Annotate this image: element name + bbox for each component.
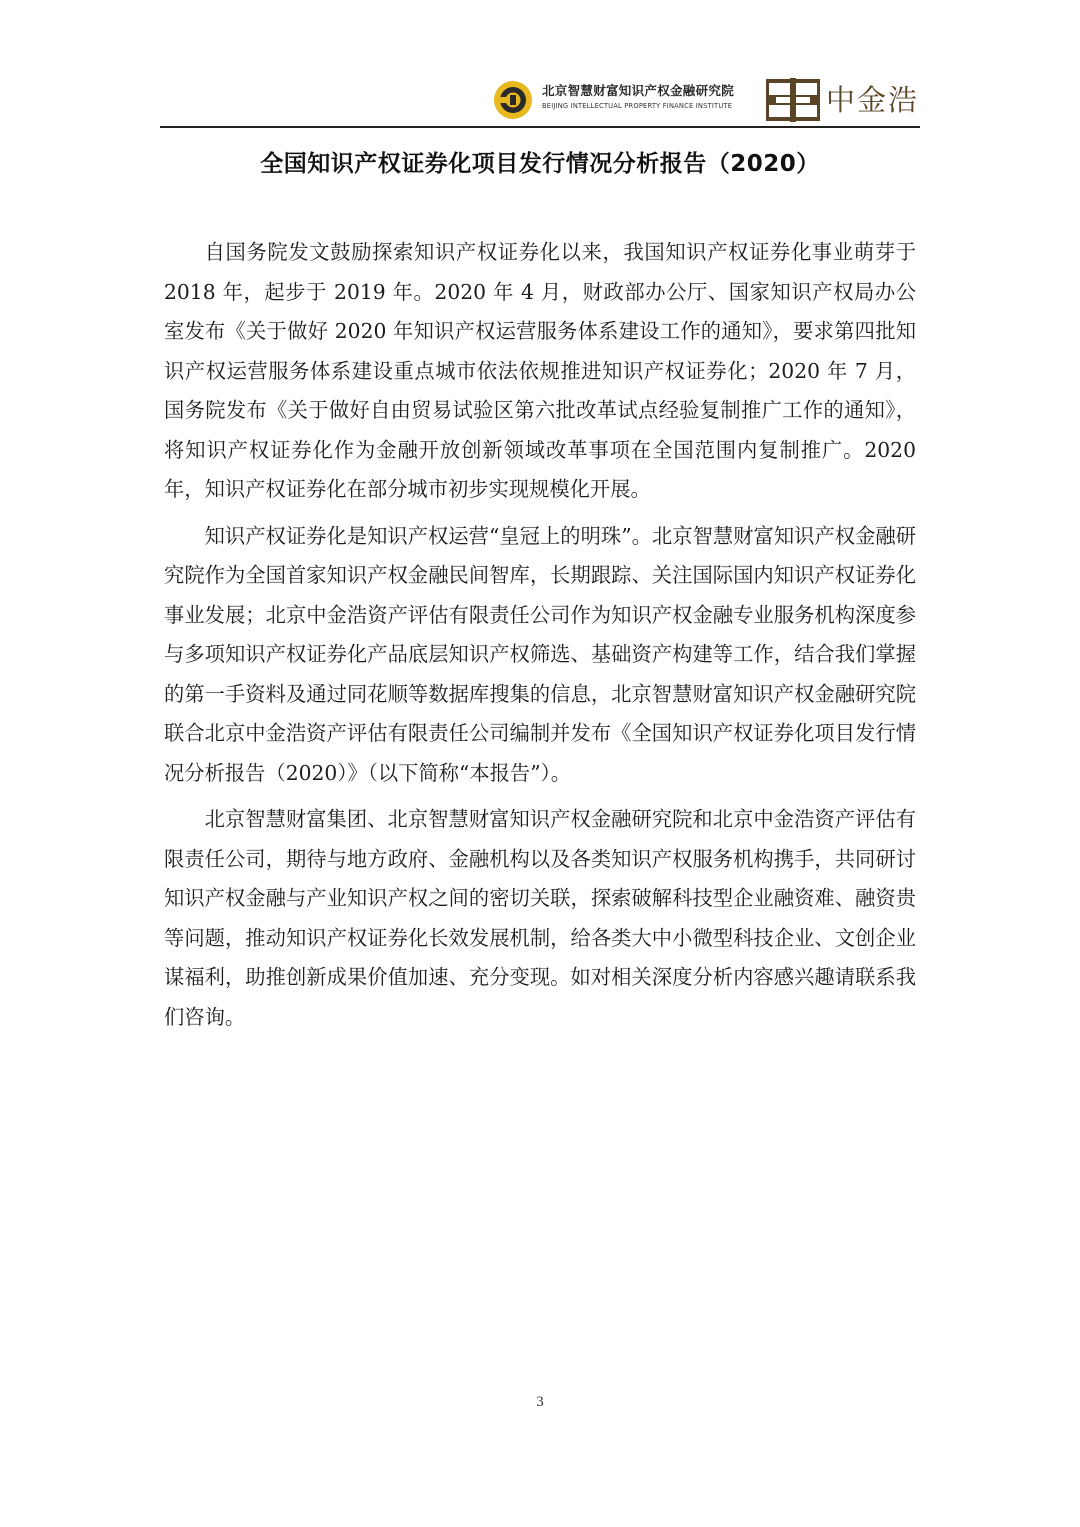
partner-name: 中金浩 — [826, 83, 920, 117]
document-title: 全国知识产权证券化项目发行情况分析报告（2020） — [260, 151, 820, 177]
paragraph-3: 北京智慧财富集团、北京智慧财富知识产权金融研究院和北京中金浩资产评估有限责任公司，期待与地方政府、金融机构以及各类知识产权服务机构携手，共同研讨知识产权金融与产业知识产权之间的密切关联，探索破解科技型企业融资难、融资贵等问题，推动知识产权证券化长效发展机制，给各类大中小微型科技企业、文创企业谋福利，助推创新成果价值加速、充分变现。如对相关深度分析内容感兴趣请联系我们咨询。 — [164, 807, 916, 1029]
institute-name-en: BEIJING INTELLECTUAL PROPERTY FINANCE INSTITUTE — [542, 102, 733, 110]
institute-name-cn: 北京智慧财富知识产权金融研究院 — [542, 83, 735, 98]
zhongjinhao-logo-icon — [766, 78, 820, 122]
paragraph-2: 知识产权证券化是知识产权运营“皇冠上的明珠”。北京智慧财富知识产权金融研究院作为全国首家知识产权金融民间智库，长期跟踪、关注国际国内知识产权证券化事业发展；北京中金浩资产评估有限责任公司作为知识产权金融专业服务机构深度参与多项知识产权证券化产品底层知识产权筛选、基础资产构建等工作，结合我们掌握的第一手资料及通过同花顺等数据库搜集的信息，北京智慧财富知识产权金融研究院联合北京中金浩资产评估有限责任公司编制并发布《全国知识产权证券化项目发行情况分析报告（2020）》（以下简称“本报告”）。 — [164, 523, 916, 785]
header-divider — [160, 126, 920, 128]
page-header — [160, 68, 920, 126]
institute-name — [542, 81, 762, 110]
page-number: 3 — [536, 1394, 544, 1410]
document-body — [164, 233, 916, 1044]
paragraph-1: 自国务院发文鼓励探索知识产权证券化以来，我国知识产权证券化事业萌芽于 2018 年，起步于 2019 年。2020 年 4 月，财政部办公厅、国家知识产权局办公室发布《关于做好 2020 年知识产权运营服务体系建设工作的通知》，要求第四批知识产权运营服务体系建设重点城市依法依规推进知识产权证券化；2020 年 7 月，国务院发布《关于做好自由贸易试验区第六批改革试点经验复制推广工作的通知》，将知识产权证券化作为金融开放创新领域改革事项在全国范围内复制推广。2020 年，知识产权证券化在部分城市初步实现规模化开展。 — [164, 240, 916, 501]
institute-logo-icon — [493, 80, 533, 120]
